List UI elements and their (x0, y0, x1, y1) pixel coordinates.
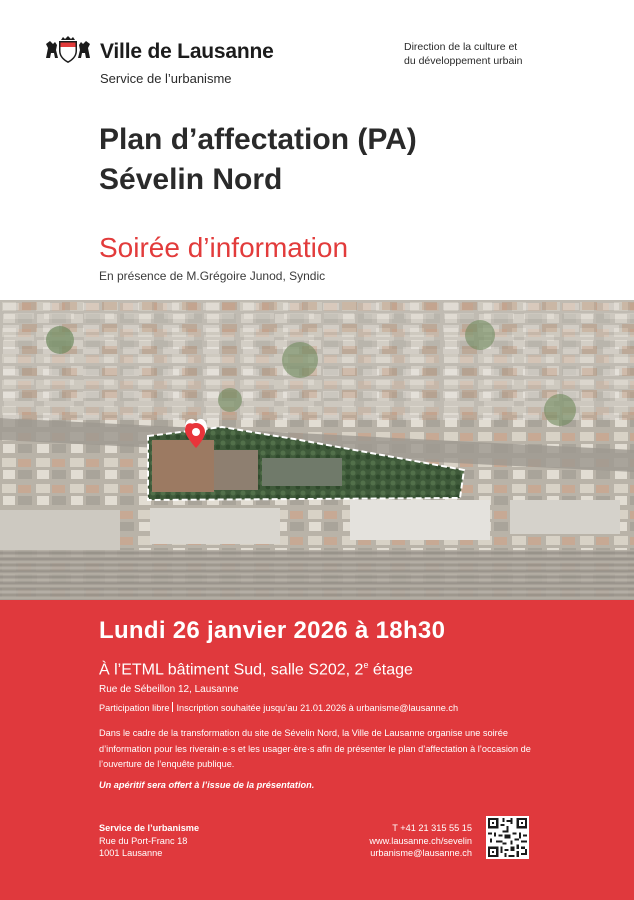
presence-text: En présence de M.Grégoire Junod, Syndic (99, 269, 326, 283)
event-address: Rue de Sébeillon 12, Lausanne (99, 684, 239, 695)
contact-address (99, 822, 199, 860)
footer-city: 1001 Lausanne (99, 848, 163, 858)
page-title (99, 120, 417, 200)
inscription-text: Inscription souhaitée jusqu’au 21.01.2026 à urbanisme@lausanne.ch (176, 703, 459, 713)
footer-service: Service de l’urbanisme (99, 823, 200, 833)
participation-line (99, 702, 458, 713)
venue-main: À l’ETML bâtiment Sud, salle S202, 2 (99, 661, 364, 679)
direction-text (404, 40, 604, 68)
footer-web-link[interactable]: www.lausanne.ch/sevelin (369, 835, 472, 846)
qr-code-icon[interactable] (486, 816, 529, 859)
venue-end: étage (368, 661, 413, 679)
footer-email-link[interactable]: urbanisme@lausanne.ch (370, 848, 472, 858)
footer-street: Rue du Port-Franc 18 (99, 835, 188, 846)
event-date: Lundi 26 janvier 2026 à 18h30 (99, 617, 446, 644)
aerial-photo (0, 300, 634, 600)
footer-phone: T +41 21 315 55 15 (392, 823, 472, 833)
direction-line-2: du développement urbain (404, 55, 523, 67)
title-line-1: Plan d’affectation (PA) (99, 123, 417, 156)
title-line-2: Sévelin Nord (99, 163, 283, 196)
service-name: Service de l’urbanisme (100, 71, 232, 86)
separator (172, 702, 173, 712)
event-description: Dans le cadre de la transformation du site de Sévelin Nord, la Ville de Lausanne organise une soirée d’information pour les riverain·e·s et les usager·ère·s afin de présenter le plan d’affectation à l’occasion de l’ouverture de l’enquête publique. (99, 728, 531, 769)
direction-line-1: Direction de la culture et (404, 41, 518, 53)
org-name: Ville de Lausanne (100, 40, 274, 63)
event-venue (99, 660, 413, 679)
aperitif-note: Un apéritif sera offert à l’issue de la présentation. (99, 780, 315, 790)
lausanne-coat-of-arms-icon (44, 36, 92, 64)
venue-sup: e (363, 660, 369, 670)
contact-details (369, 822, 472, 860)
participation-label: Participation libre (99, 703, 170, 713)
event-subtitle: Soirée d’information (99, 232, 349, 263)
event-info-band (0, 600, 634, 900)
